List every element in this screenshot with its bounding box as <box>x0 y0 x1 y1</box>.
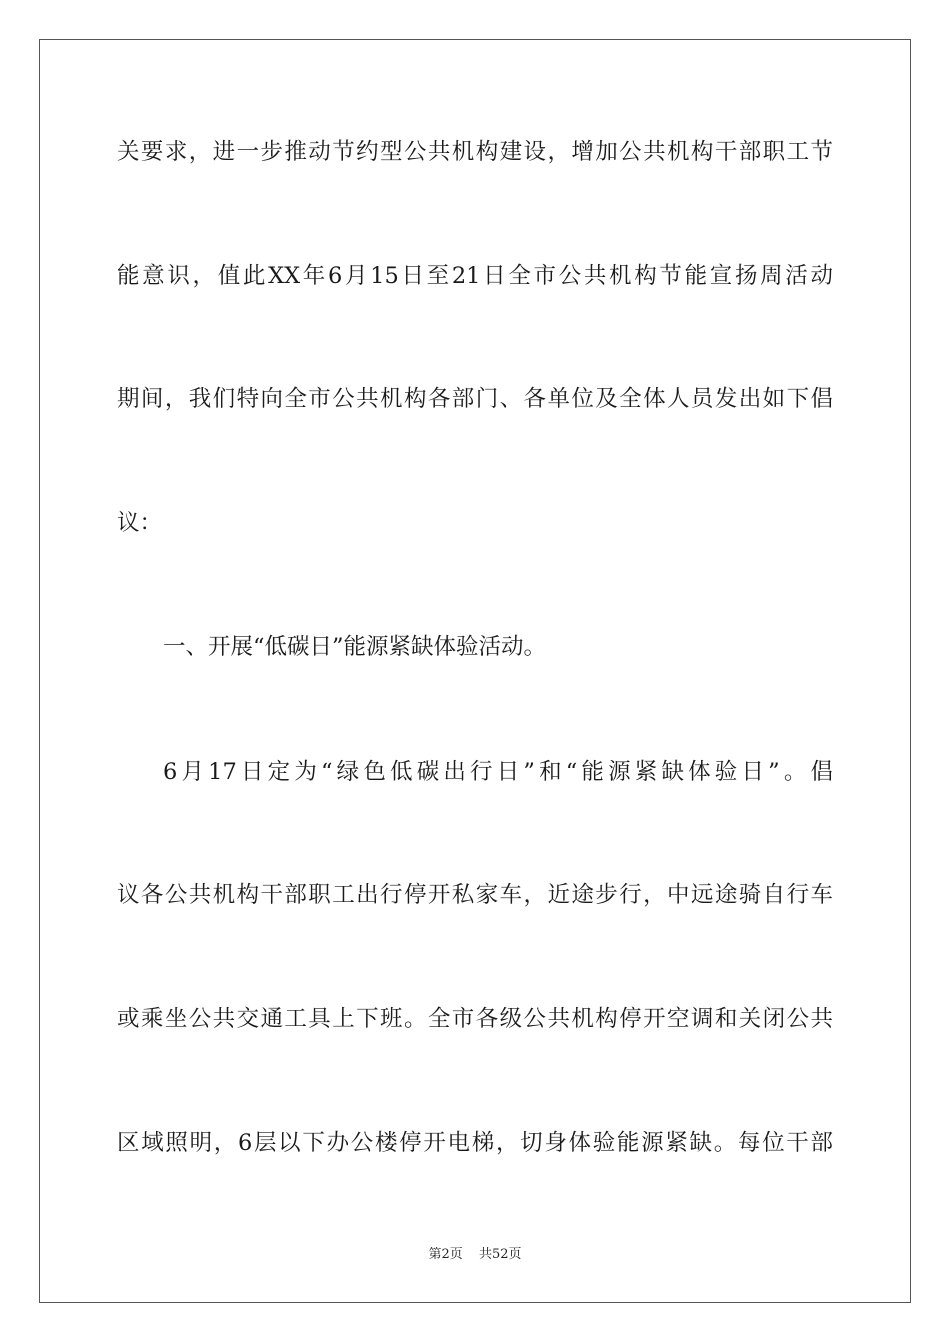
body-line-8: 或乘坐公共交通工具上下班。全市各级公共机构停开空调和关闭公共 <box>117 1006 833 1032</box>
page-border <box>39 39 911 1303</box>
body-line-2: 能意识，值此XX年6月15日至21日全市公共机构节能宣扬周活动 <box>117 263 833 289</box>
body-line-1: 关要求，进一步推动节约型公共机构建设，增加公共机构干部职工节 <box>117 139 833 165</box>
body-line-6: 6月17日定为“绿色低碳出行日”和“能源紧缺体验日”。倡 <box>163 759 833 785</box>
body-line-3: 期间，我们特向全市公共机构各部门、各单位及全体人员发出如下倡 <box>117 386 833 412</box>
page-footer <box>0 1246 950 1264</box>
body-line-4: 议： <box>117 510 163 536</box>
page-number: 第2页 <box>428 1247 463 1262</box>
page-total: 共52页 <box>478 1247 522 1262</box>
body-line-9: 区域照明，6层以下办公楼停开电梯，切身体验能源紧缺。每位干部 <box>117 1130 833 1156</box>
section-heading: 一、开展“低碳日”能源紧缺体验活动。 <box>163 634 547 660</box>
body-line-7: 议各公共机构干部职工出行停开私家车，近途步行，中远途骑自行车 <box>117 882 833 908</box>
